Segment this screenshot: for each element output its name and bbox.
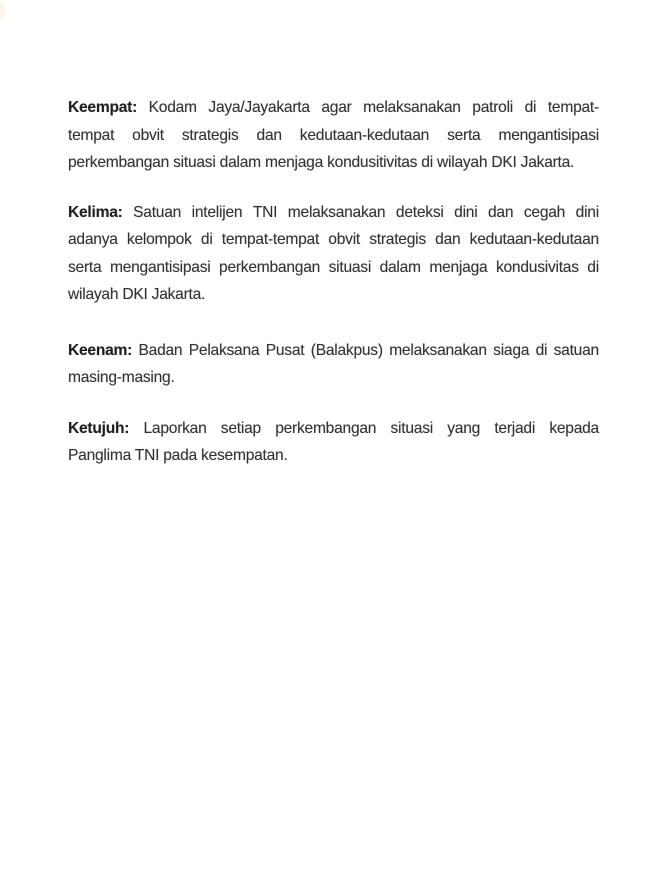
- word: melaksanakan: [363, 99, 461, 116]
- text-line: Panglima TNI pada kesempatan.: [68, 447, 288, 464]
- word: Badan: [138, 341, 183, 359]
- word: kondusivitas: [495, 258, 579, 276]
- word: perkembangan: [219, 258, 321, 276]
- word: menjaga: [429, 258, 488, 276]
- word: di: [535, 341, 548, 359]
- text-line: masing-masing.: [68, 369, 175, 386]
- word: serta: [447, 126, 481, 144]
- word: di: [200, 231, 213, 248]
- word: obvit: [132, 126, 164, 144]
- scan-artifact-smudge: [0, 2, 5, 18]
- word: strategis: [181, 126, 239, 144]
- word: kedutaan-kedutaan: [469, 231, 599, 248]
- word: yang: [447, 419, 481, 437]
- paragraph-label: Kelima:: [68, 203, 123, 221]
- word: mengantisipasi: [498, 126, 599, 144]
- word: situasi: [390, 419, 433, 437]
- word: perkembangan: [275, 419, 377, 437]
- text-line: [68, 199, 599, 227]
- word: Pelaksana: [188, 341, 260, 359]
- text-line: [68, 122, 599, 150]
- word: kepada: [549, 419, 599, 437]
- word: dini: [454, 203, 478, 221]
- word: melaksanakan: [389, 341, 487, 359]
- word: dini: [575, 203, 599, 221]
- word: tempat: [68, 126, 115, 144]
- word: melaksanakan: [287, 203, 386, 221]
- word: Laporkan: [143, 419, 207, 437]
- paragraph: [68, 94, 599, 177]
- paragraph-label: Keenam:: [68, 341, 133, 359]
- word: satuan: [553, 341, 599, 359]
- word: Jaya/Jayakarta: [208, 99, 310, 116]
- word: tempat-tempat: [221, 231, 320, 248]
- word: deteksi: [395, 203, 444, 221]
- word: adanya: [68, 231, 118, 248]
- text-line: [68, 337, 599, 365]
- paragraph-label: Ketujuh:: [68, 419, 130, 437]
- word: agar: [321, 99, 352, 116]
- word: TNI: [252, 203, 278, 221]
- word: Satuan: [133, 203, 182, 221]
- word: dan: [435, 231, 461, 248]
- text-line: [68, 94, 599, 122]
- word: tempat-: [547, 99, 599, 116]
- document-content: [68, 94, 599, 470]
- word: cegah: [523, 203, 566, 221]
- paragraph-label: Keempat:: [68, 99, 138, 116]
- text-line: wilayah DKI Jakarta.: [68, 286, 206, 303]
- word: patroli: [472, 99, 514, 116]
- paragraph: [68, 415, 599, 470]
- word: di: [587, 258, 599, 276]
- word: dan: [488, 203, 514, 221]
- word: kelompok: [126, 231, 192, 248]
- word: serta: [68, 258, 102, 276]
- word: terjadi: [494, 419, 536, 437]
- paragraph: [68, 199, 599, 309]
- word: setiap: [220, 419, 261, 437]
- text-line: [68, 254, 599, 282]
- word: situasi: [328, 258, 372, 276]
- word: (Balakpus): [310, 341, 383, 359]
- word: strategis: [369, 231, 426, 248]
- word: di: [524, 99, 537, 116]
- word: siaga: [493, 341, 530, 359]
- word: dan: [256, 126, 282, 144]
- word: kedutaan-kedutaan: [299, 126, 430, 144]
- text-line: perkembangan situasi dalam menjaga kondusitivitas di wilayah DKI Jakarta.: [68, 154, 575, 171]
- text-line: [68, 226, 599, 254]
- word: intelijen: [191, 203, 243, 221]
- word: obvit: [328, 231, 360, 248]
- word: Pusat: [265, 341, 305, 359]
- text-line: [68, 415, 599, 443]
- word: dalam: [379, 258, 421, 276]
- paragraph: [68, 337, 599, 392]
- word: mengantisipasi: [109, 258, 211, 276]
- word: Kodam: [148, 99, 197, 116]
